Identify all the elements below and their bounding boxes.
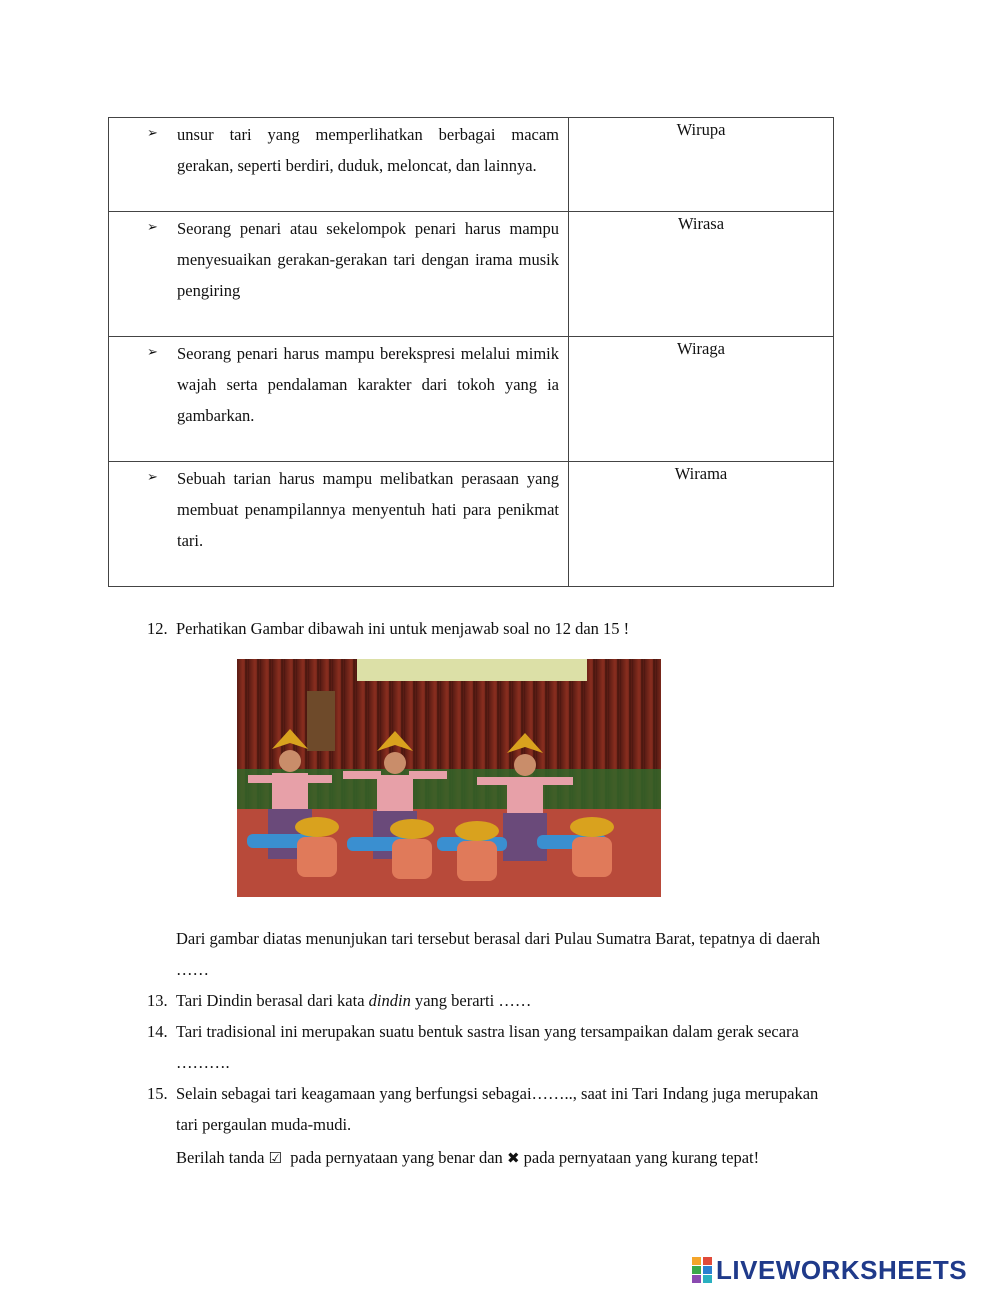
arrow-bullet-icon: ➢ xyxy=(147,470,158,485)
statement-text: Seorang penari harus mampu berekspresi melalui mimik wajah serta pendalaman karakter dari tokoh yang ia gambarkan. xyxy=(177,344,559,425)
answer-label[interactable]: Wiraga xyxy=(677,339,725,358)
instruction xyxy=(147,1142,887,1174)
cross-icon: ✖ xyxy=(506,1149,520,1167)
instruction-after: pada pernyataan yang kurang tepat! xyxy=(519,1148,760,1167)
question-blank[interactable]: ………. xyxy=(176,1053,230,1072)
prompt-blank[interactable]: …… xyxy=(176,960,209,979)
question-text-after: yang berarti …… xyxy=(410,991,532,1010)
statement-text: unsur tari yang memperlihatkan berbagai macam gerakan, seperti berdiri, duduk, meloncat, dan lainnya. xyxy=(177,125,559,175)
question-number: 15. xyxy=(147,1084,168,1103)
table-row xyxy=(109,462,834,587)
answer-cell[interactable] xyxy=(569,462,834,587)
answer-label[interactable]: Wirupa xyxy=(676,120,726,139)
question-line-1: Tari tradisional ini merupakan suatu bentuk sastra lisan yang tersampaikan dalam gerak secara xyxy=(176,1022,799,1041)
question-number: 13. xyxy=(147,991,168,1010)
question-line-2: tari pergaulan muda-mudi. xyxy=(176,1115,352,1134)
question-15 xyxy=(147,1078,887,1140)
italic-term: dindin xyxy=(368,991,411,1010)
question-line-1: Selain sebagai tari keagamaan yang berfungsi sebagai…….., saat ini Tari Indang juga merupakan xyxy=(176,1084,819,1103)
dance-photo-illustration xyxy=(237,659,661,897)
statement-text: Sebuah tarian harus mampu melibatkan perasaan yang membuat penampilannya menyentuh hati para penikmat tari. xyxy=(177,469,559,550)
statement-cell xyxy=(109,337,569,462)
instruction-before: Berilah tanda xyxy=(176,1148,269,1167)
question-number: 14. xyxy=(147,1022,168,1041)
logo-mark-icon xyxy=(692,1257,712,1283)
question-12 xyxy=(147,613,887,644)
question-14 xyxy=(147,1016,887,1078)
statement-text: Seorang penari atau sekelompok penari harus mampu menyesuaikan gerakan-gerakan tari dengan irama musik pengiring xyxy=(177,219,559,300)
question-13 xyxy=(147,985,887,1016)
matching-table xyxy=(108,117,834,587)
answer-cell[interactable] xyxy=(569,212,834,337)
checkbox-icon: ☑ xyxy=(268,1149,282,1167)
instruction-text xyxy=(176,1142,887,1174)
statement-cell xyxy=(109,212,569,337)
answer-cell[interactable] xyxy=(569,337,834,462)
answer-label[interactable]: Wirasa xyxy=(677,214,725,233)
arrow-bullet-icon: ➢ xyxy=(147,126,158,141)
arrow-bullet-icon: ➢ xyxy=(147,220,158,235)
logo-text: LIVEWORKSHEETS xyxy=(716,1255,968,1285)
answer-cell[interactable] xyxy=(569,118,834,212)
question-text-before: Tari Dindin berasal dari kata xyxy=(176,991,369,1010)
table-row xyxy=(109,212,834,337)
liveworksheets-logo[interactable] xyxy=(692,1256,967,1284)
statement-cell xyxy=(109,118,569,212)
table-row xyxy=(109,337,834,462)
instruction-middle: pada pernyataan yang benar dan xyxy=(282,1148,507,1167)
question-12-prompt xyxy=(147,923,887,985)
arrow-bullet-icon: ➢ xyxy=(147,345,158,360)
statement-cell xyxy=(109,462,569,587)
prompt-line-1: Dari gambar diatas menunjukan tari tersebut berasal dari Pulau Sumatra Barat, tepatnya di daerah xyxy=(176,929,821,948)
question-text xyxy=(176,985,887,1016)
answer-label[interactable]: Wirama xyxy=(674,464,728,483)
question-text: Perhatikan Gambar dibawah ini untuk menjawab soal no 12 dan 15 ! xyxy=(176,619,630,638)
question-number: 12. xyxy=(147,619,168,638)
table-row xyxy=(109,118,834,212)
dance-photo xyxy=(237,659,661,897)
